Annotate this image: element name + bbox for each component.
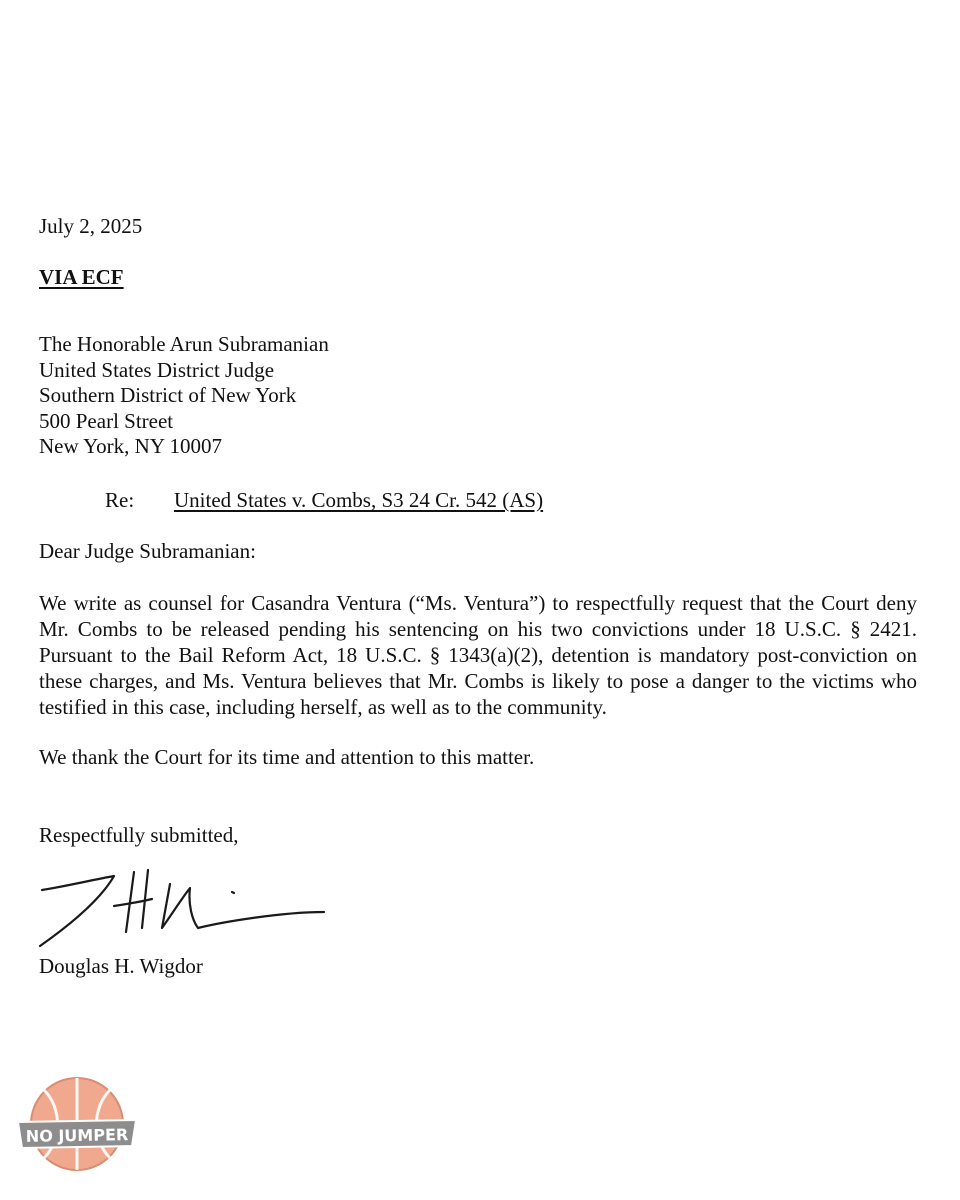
handwritten-signature	[22, 862, 342, 954]
no-jumper-watermark-logo	[14, 1072, 140, 1182]
addressee-line: The Honorable Arun Subramanian	[39, 332, 329, 356]
closing: Respectfully submitted,	[39, 823, 239, 847]
addressee-line: United States District Judge	[39, 357, 275, 382]
case-caption: United States v. Combs, S3 24 Cr. 542 (AS)	[174, 488, 544, 512]
addressee-line: Southern District of New York	[39, 383, 297, 407]
re-line	[105, 487, 543, 513]
addressee-line: New York, NY 10007	[39, 434, 222, 458]
signer-name: Douglas H. Wigdor	[39, 954, 203, 978]
salutation: Dear Judge Subramanian:	[39, 539, 256, 563]
addressee-line: 500 Pearl Street	[39, 408, 174, 433]
body-paragraph: We write as counsel for Casandra Ventura (“Ms. Ventura”) to respectfully request that the Court deny Mr. Combs to be released pending his sentencing on his two convictions under 18 U.S.C. § 2421. Pursuant to the Bail Reform Act, 18 U.S.C. § 1343(a)(2), detention is mandatory post-conviction on these charges, and Ms. Ventura believes that Mr. Combs is likely to pose a danger to the victims who testified in this case, including herself, as well as to the community.	[39, 591, 917, 719]
addressee-block	[39, 332, 329, 460]
watermark-banner	[18, 1120, 136, 1148]
re-label: Re:	[105, 488, 135, 512]
watermark-text: NO JUMPER	[25, 1125, 129, 1146]
letter-date: July 2, 2025	[39, 214, 143, 238]
delivery-method: VIA ECF	[39, 265, 124, 289]
thanks-paragraph: We thank the Court for its time and attention to this matter.	[39, 745, 535, 769]
